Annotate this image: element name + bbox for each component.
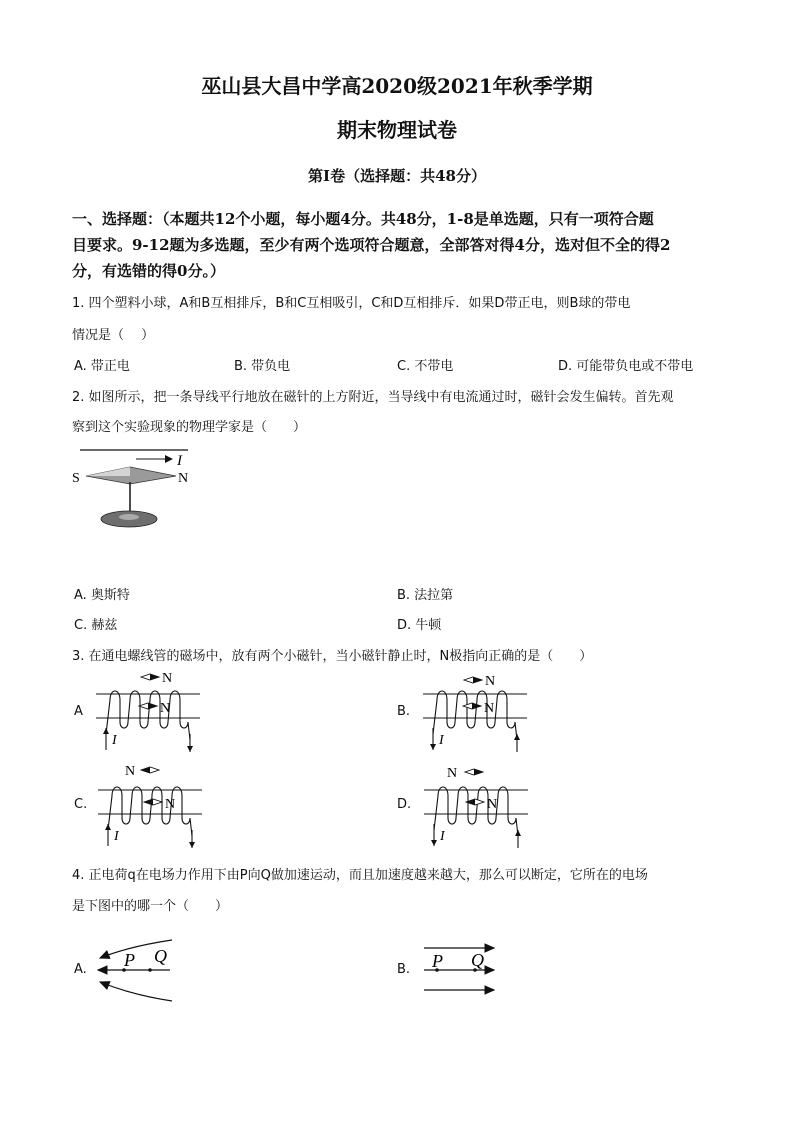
q3-stem-line1: 3. 在通电螺线管的磁场中，放有两个小磁针，当小磁针静止时，N极指向正确的是（ ） — [72, 649, 593, 664]
svg-text:I: I — [439, 733, 444, 748]
q3-option-c-label[interactable]: C. — [74, 797, 88, 812]
svg-text:N: N — [484, 701, 495, 716]
q1-stem-line1: 1. 四个塑料小球，A和B互相排斥，B和C互相吸引，C和D互相排斥．如果D带正电，则B球的带电 — [72, 296, 631, 311]
q3-option-b-label[interactable]: B. — [397, 704, 411, 719]
q4-stem-line2: 是下图中的哪一个（ ） — [72, 899, 229, 914]
q2-option-c[interactable]: C. 赫兹 — [74, 618, 118, 633]
q4-stem-line1: 4. 正电荷q在电场力作用下由P向Q做加速运动，而且加速度越来越大，那么可以断定，它所在的电场 — [72, 868, 648, 883]
svg-text:P: P — [124, 950, 135, 970]
q1-option-b[interactable]: B. 带负电 — [234, 359, 291, 374]
section-heading-line1: 一、选择题：（本题共12个小题，每小题4分。共48分，1-8是单选题，只有一项符合题 — [72, 210, 654, 228]
section-heading-line2: 目要求。9-12题为多选题，至少有两个选项符合题意，全部答对得4分，选对但不全的得2 — [72, 236, 671, 254]
north-pole-label: N — [178, 471, 189, 486]
svg-text:Q: Q — [471, 950, 484, 970]
svg-text:N: N — [160, 701, 171, 716]
section-heading-line3: 分，有选错的得0分。） — [72, 262, 225, 280]
q2-option-a[interactable]: A. 奥斯特 — [74, 588, 130, 603]
exam-subtitle: 期末物理试卷 — [337, 118, 457, 142]
svg-text:N: N — [487, 797, 498, 812]
q3-option-d-label[interactable]: D. — [397, 797, 412, 812]
q4-option-b-label[interactable]: B. — [397, 962, 411, 977]
svg-text:N: N — [165, 797, 176, 812]
exam-title: 巫山县大昌中学高2020级2021年秋季学期 — [201, 74, 593, 98]
south-pole-label: S — [72, 471, 80, 486]
q2-option-d[interactable]: D. 牛顿 — [397, 618, 442, 633]
q1-option-c[interactable]: C. 不带电 — [397, 359, 454, 374]
svg-text:I: I — [114, 829, 119, 844]
q1-option-a[interactable]: A. 带正电 — [74, 359, 130, 374]
svg-text:I: I — [112, 733, 117, 748]
svg-text:N: N — [162, 671, 173, 686]
q1-option-d[interactable]: D. 可能带负电或不带电 — [558, 359, 694, 374]
svg-text:N: N — [447, 766, 458, 781]
q2-stem-line1: 2. 如图所示，把一条导线平行地放在磁针的上方附近，当导线中有电流通过时，磁针会发生偏转。首先观 — [72, 390, 674, 405]
q1-stem-line2: 情况是（ ） — [72, 328, 155, 343]
svg-text:Q: Q — [154, 946, 167, 966]
q4-option-a-label[interactable]: A. — [74, 962, 87, 977]
svg-text:N: N — [125, 764, 136, 779]
part-title: 第I卷（选择题：共48分） — [308, 167, 486, 185]
q4-figure-a — [98, 940, 172, 1001]
q2-stem-line2: 察到这个实验现象的物理学家是（ ） — [72, 420, 307, 435]
svg-text:N: N — [485, 674, 496, 689]
q4-figure-b — [424, 948, 494, 990]
q2-option-b[interactable]: B. 法拉第 — [397, 588, 454, 603]
current-label: I — [177, 453, 182, 469]
q3-option-a-label[interactable]: A — [74, 704, 83, 719]
svg-text:I: I — [440, 829, 445, 844]
svg-text:P: P — [432, 951, 443, 971]
